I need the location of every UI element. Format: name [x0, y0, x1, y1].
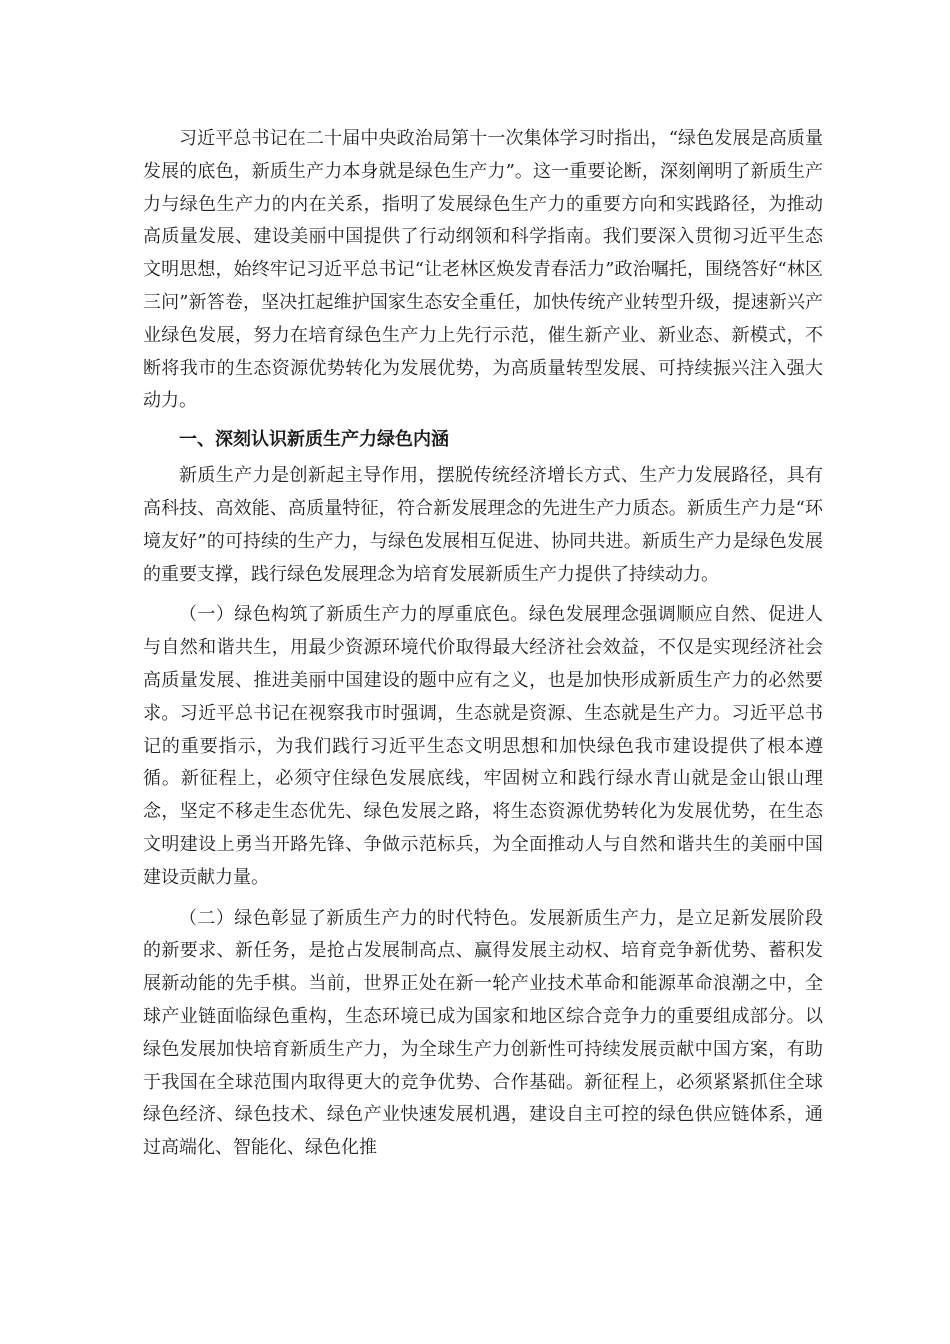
- subsection-1-paragraph: （一）绿色构筑了新质生产力的厚重底色。绿色发展理念强调顺应自然、促进人与自然和谐共生，用最少资源环境代价取得最大经济社会效益，不仅是实现经济社会高质量发展、推进美丽中国建设的题中应有之义，也是加快形成新质生产力的必然要求。习近平总书记在视察我市时强调，生态就是资源、生态就是生产力。习近平总书记的重要指示，为我们践行习近平生态文明思想和加快绿色我市建设提供了根本遵循。新征程上，必须守住绿色发展底线，牢固树立和践行绿水青山就是金山银山理念，坚定不移走生态优先、绿色发展之路，将生态资源优势转化为发展优势，在生态文明建设上勇当开路先锋、争做示范标兵，为全面推动人与自然和谐共生的美丽中国建设贡献力量。: [143, 604, 823, 888]
- section-heading: 一、深刻认识新质生产力绿色内涵: [179, 429, 449, 451]
- document-body: [143, 123, 823, 1165]
- intro-paragraph: 习近平总书记在二十届中央政治局第十一次集体学习时指出，“绿色发展是高质量发展的底色，新质生产力本身就是绿色生产力”。这一重要论断，深刻阐明了新质生产力与绿色生产力的内在关系，指明了发展绿色生产力的重要方向和实践路径，为推动高质量发展、建设美丽中国提供了行动纲领和科学指南。我们要深入贯彻习近平生态文明思想，始终牢记习近平总书记“让老林区焕发青春活力”政治嘱托，围绕答好“林区三问”新答卷，坚决扛起维护国家生态安全重任，加快传统产业转型升级，提速新兴产业绿色发展，努力在培育绿色生产力上先行示范，催生新产业、新业态、新模式，不断将我市的生态资源优势转化为发展优势，为高质量转型发展、可持续振兴注入强大动力。: [143, 128, 823, 412]
- subsection-2-paragraph: （二）绿色彰显了新质生产力的时代特色。发展新质生产力，是立足新发展阶段的新要求、新任务，是抢占发展制高点、赢得发展主动权、培育竞争新优势、蓄积发展新动能的先手棋。当前，世界正处在新一轮产业技术革命和能源革命浪潮之中，全球产业链面临绿色重构，生态环境已成为国家和地区综合竞争力的重要组成部分。以绿色发展加快培育新质生产力，为全球生产力创新性可持续发展贡献中国方案，有助于我国在全球范围内取得更大的竞争优势、合作基础。新征程上，必须紧紧抓住全球绿色经济、绿色技术、绿色产业快速发展机遇，建设自主可控的绿色供应链体系，通过高端化、智能化、绿色化推: [143, 907, 823, 1159]
- section-paragraph: 新质生产力是创新起主导作用，摆脱传统经济增长方式、生产力发展路径，具有高科技、高效能、高质量特征，符合新发展理念的先进生产力质态。新质生产力是“环境友好”的可持续的生产力，与绿色发展相互促进、协同共进。新质生产力是绿色发展的重要支撑，践行绿色发展理念为培育发展新质生产力提供了持续动力。: [143, 465, 823, 585]
